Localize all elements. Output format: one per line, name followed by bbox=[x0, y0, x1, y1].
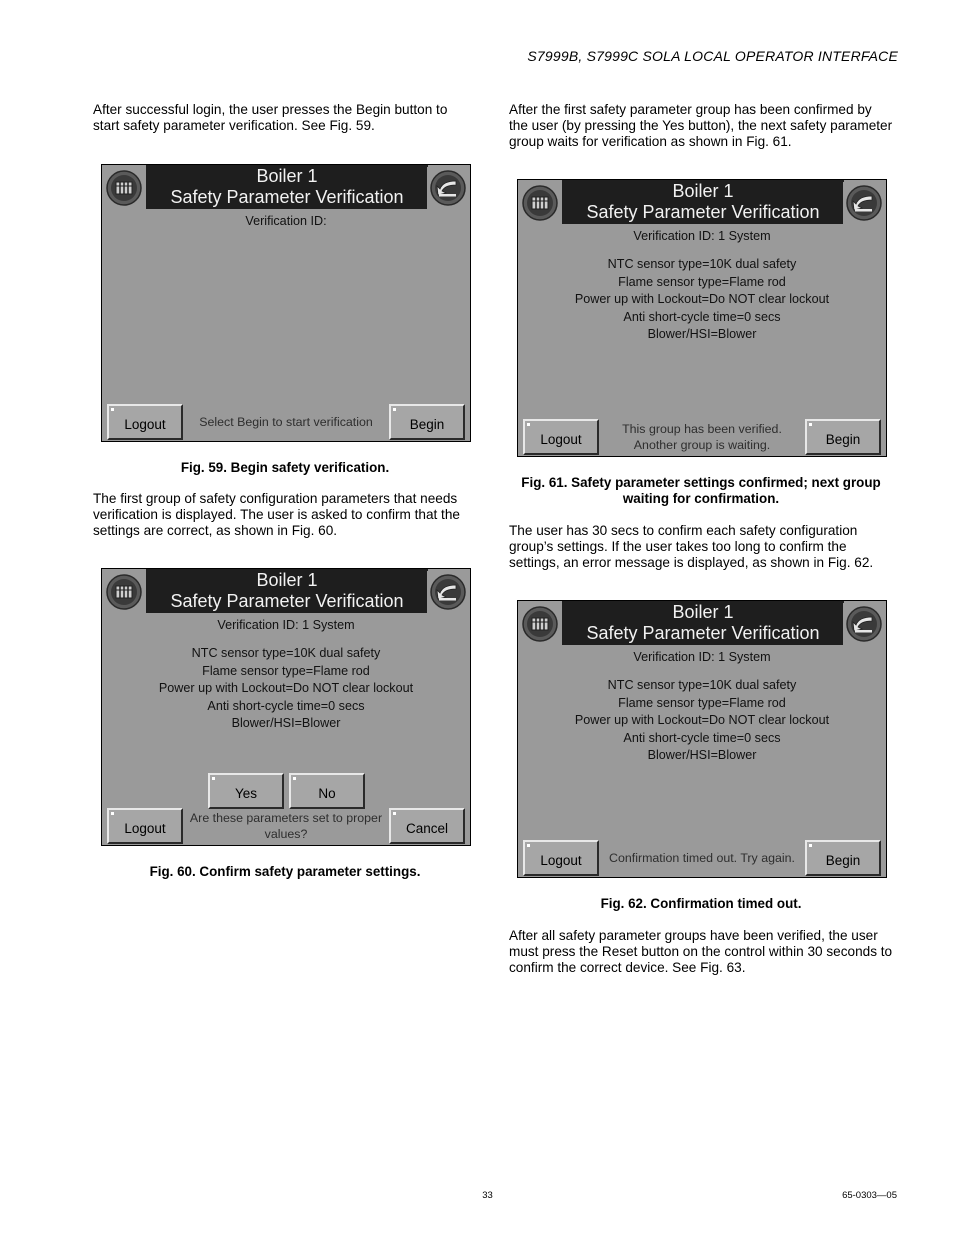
fig59-caption: Fig. 59. Begin safety verification. bbox=[180, 460, 390, 475]
parameter-line: NTC sensor type=10K dual safety bbox=[607, 678, 797, 692]
home-button[interactable] bbox=[103, 167, 145, 209]
back-button[interactable] bbox=[843, 182, 885, 224]
status-line-1: Are these parameters set to proper bbox=[189, 811, 383, 825]
parameter-line: Flame sensor type=Flame rod bbox=[202, 663, 370, 678]
logout-button[interactable]: Logout bbox=[107, 404, 183, 440]
parameter-line: Flame sensor type=Flame rod bbox=[618, 274, 786, 289]
parameter-list bbox=[518, 256, 886, 344]
fig60-caption: Fig. 60. Confirm safety parameter settings. bbox=[149, 864, 421, 879]
parameter-line: NTC sensor type=10K dual safety bbox=[191, 646, 381, 660]
back-button[interactable] bbox=[427, 167, 469, 209]
verification-id: Verification ID: 1 System bbox=[633, 650, 771, 664]
cancel-button[interactable]: Cancel bbox=[389, 808, 465, 844]
screen-title bbox=[562, 180, 844, 224]
page-number: 33 bbox=[482, 1190, 493, 1201]
home-button[interactable] bbox=[103, 571, 145, 613]
back-arrow-icon bbox=[429, 573, 467, 611]
fig62-caption: Fig. 62. Confirmation timed out. bbox=[600, 896, 802, 911]
fig60-screen bbox=[101, 568, 471, 846]
status-message bbox=[600, 420, 804, 454]
parameter-list bbox=[102, 645, 470, 733]
home-grid-icon bbox=[105, 169, 143, 207]
fig61-caption bbox=[509, 475, 893, 507]
parameter-line: Blower/HSI=Blower bbox=[647, 748, 757, 762]
home-grid-icon bbox=[105, 573, 143, 611]
no-button[interactable]: No bbox=[289, 773, 365, 809]
status-message: Confirmation timed out. Try again. bbox=[609, 851, 795, 865]
right-column bbox=[509, 102, 893, 976]
document-number: 65-0303—05 bbox=[842, 1190, 897, 1201]
verification-id: Verification ID: bbox=[245, 214, 327, 228]
back-arrow-icon bbox=[429, 169, 467, 207]
back-button[interactable] bbox=[427, 571, 469, 613]
paragraph-2: The user has 30 secs to confirm each safety configuration group’s settings. If the user takes too long to confirm the settings, an error message is displayed, as shown in Fig. 62. bbox=[509, 523, 874, 570]
begin-button[interactable]: Begin bbox=[805, 840, 881, 876]
screen-title bbox=[146, 165, 428, 209]
logout-button[interactable]: Logout bbox=[523, 840, 599, 876]
status-message bbox=[184, 809, 388, 843]
fig62-screen bbox=[517, 600, 887, 878]
parameter-line: Blower/HSI=Blower bbox=[647, 327, 757, 341]
title-line-1: Boiler 1 bbox=[672, 181, 734, 201]
title-line-1: Boiler 1 bbox=[672, 602, 734, 622]
fig59-screen bbox=[101, 164, 471, 442]
verification-id: Verification ID: 1 System bbox=[633, 229, 771, 243]
status-message: Select Begin to start verification bbox=[199, 415, 373, 429]
parameter-line: Power up with Lockout=Do NOT clear lockout bbox=[158, 681, 414, 695]
title-line-2: Safety Parameter Verification bbox=[170, 187, 404, 207]
home-button[interactable] bbox=[519, 603, 561, 645]
left-column bbox=[93, 102, 477, 880]
status-line-1: This group has been verified. bbox=[622, 422, 782, 436]
back-button[interactable] bbox=[843, 603, 885, 645]
parameter-line: Anti short-cycle time=0 secs bbox=[207, 698, 365, 713]
screen-title bbox=[562, 601, 844, 645]
parameter-line: Blower/HSI=Blower bbox=[231, 716, 341, 730]
begin-button[interactable]: Begin bbox=[389, 404, 465, 440]
logout-button[interactable]: Logout bbox=[523, 419, 599, 455]
parameter-line: Anti short-cycle time=0 secs bbox=[623, 730, 781, 745]
parameter-list bbox=[518, 677, 886, 765]
paragraph-2: The first group of safety configuration parameters that needs verification is displayed. The user is asked to confirm that the settings are correct, as shown in Fig. 60. bbox=[93, 491, 460, 538]
title-line-2: Safety Parameter Verification bbox=[586, 202, 820, 222]
fig61-screen bbox=[517, 179, 887, 457]
status-line-2: Another group is waiting. bbox=[633, 438, 771, 452]
begin-button[interactable]: Begin bbox=[805, 419, 881, 455]
screen-title bbox=[146, 569, 428, 613]
parameter-line: NTC sensor type=10K dual safety bbox=[607, 257, 797, 271]
title-line-2: Safety Parameter Verification bbox=[586, 623, 820, 643]
parameter-line: Flame sensor type=Flame rod bbox=[618, 695, 786, 710]
status-line-2: values? bbox=[264, 827, 308, 841]
parameter-line: Anti short-cycle time=0 secs bbox=[623, 309, 781, 324]
home-grid-icon bbox=[521, 184, 559, 222]
intro-paragraph: After successful login, the user presses the Begin button to start safety parameter verification. See Fig. 59. bbox=[93, 102, 448, 133]
title-line-2: Safety Parameter Verification bbox=[170, 591, 404, 611]
running-header: S7999B, S7999C SOLA LOCAL OPERATOR INTERFACE bbox=[527, 48, 898, 64]
title-line-1: Boiler 1 bbox=[256, 166, 318, 186]
paragraph-3: After all safety parameter groups have been verified, the user must press the Reset button on the control within 30 seconds to confirm the correct device. See Fig. 63. bbox=[509, 928, 893, 975]
parameter-line: Power up with Lockout=Do NOT clear lockout bbox=[574, 713, 830, 727]
caption-line-1: Fig. 61. Safety parameter settings confirmed; next group bbox=[521, 475, 881, 490]
home-button[interactable] bbox=[519, 182, 561, 224]
parameter-line: Power up with Lockout=Do NOT clear lockout bbox=[574, 292, 830, 306]
intro-paragraph: After the first safety parameter group has been confirmed by the user (by pressing the Yes button), the next safety parameter group waits for verification as shown in Fig. 61. bbox=[509, 102, 893, 149]
logout-button[interactable]: Logout bbox=[107, 808, 183, 844]
yes-button[interactable]: Yes bbox=[208, 773, 284, 809]
caption-line-2: waiting for confirmation. bbox=[622, 491, 780, 506]
verification-id: Verification ID: 1 System bbox=[217, 618, 355, 632]
back-arrow-icon bbox=[845, 184, 883, 222]
back-arrow-icon bbox=[845, 605, 883, 643]
title-line-1: Boiler 1 bbox=[256, 570, 318, 590]
home-grid-icon bbox=[521, 605, 559, 643]
